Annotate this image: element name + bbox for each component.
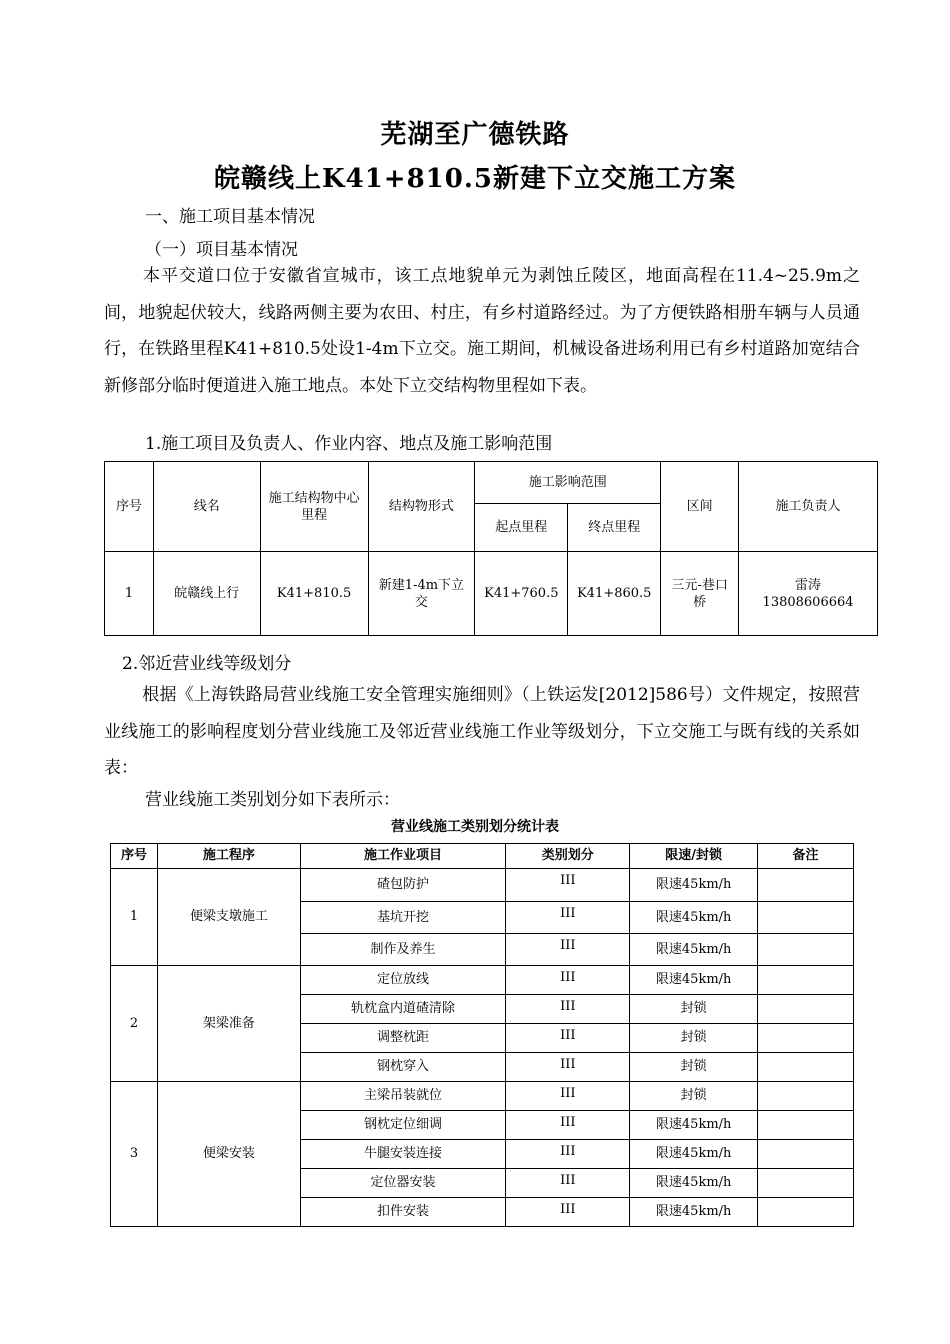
th-structure-form: 结构物形式 xyxy=(368,462,475,552)
category-cell: III xyxy=(506,1111,630,1140)
section2-text: 根据《上海铁路局营业线施工安全管理实施细则》（上铁运发[2012]586号）文件规定，按照营业线施工的影响程度划分营业线施工及邻近营业线施工作业等级划分，下立交施工与既有线的关系如表： xyxy=(104,685,860,778)
cell-structure-form: 新建1-4m下立交 xyxy=(368,552,475,636)
table2-header-row xyxy=(111,844,854,869)
th2-procedure: 施工程序 xyxy=(157,844,300,869)
category-cell: III xyxy=(506,902,630,934)
table-row xyxy=(111,1082,854,1111)
task-cell: 碴包防护 xyxy=(300,869,506,902)
remark-cell xyxy=(758,1140,854,1169)
group-seq: 3 xyxy=(111,1082,158,1227)
task-cell: 制作及养生 xyxy=(300,934,506,966)
task-cell: 定位放线 xyxy=(300,966,506,995)
remark-cell xyxy=(758,869,854,902)
category-cell: III xyxy=(506,1140,630,1169)
th2-remark: 备注 xyxy=(758,844,854,869)
category-cell: III xyxy=(506,1024,630,1053)
cell-line: 皖赣线上行 xyxy=(153,552,260,636)
th-center-mileage: 施工结构物中心里程 xyxy=(260,462,368,552)
cell-center-mileage: K41+810.5 xyxy=(260,552,368,636)
category-cell: III xyxy=(506,1198,630,1227)
section2-paragraph xyxy=(104,677,860,787)
document-title: 芜湖至广德铁路 xyxy=(380,120,570,150)
category-cell: III xyxy=(506,1169,630,1198)
th2-limit: 限速/封锁 xyxy=(630,844,758,869)
group-seq: 2 xyxy=(111,966,158,1082)
task-cell: 基坑开挖 xyxy=(300,902,506,934)
limit-cell: 限速45km/h xyxy=(630,966,758,995)
category-cell: III xyxy=(506,1053,630,1082)
remark-cell xyxy=(758,1169,854,1198)
category-cell: III xyxy=(506,995,630,1024)
th2-seq: 序号 xyxy=(111,844,158,869)
group-procedure: 便梁安装 xyxy=(157,1082,300,1227)
remark-cell xyxy=(758,1082,854,1111)
group-procedure: 架梁准备 xyxy=(157,966,300,1082)
cell-seq: 1 xyxy=(105,552,154,636)
remark-cell xyxy=(758,966,854,995)
category-cell: III xyxy=(506,869,630,902)
remark-cell xyxy=(758,1111,854,1140)
remark-cell xyxy=(758,1024,854,1053)
table-row xyxy=(105,552,878,636)
table-row xyxy=(111,869,854,902)
section1-subheading: （一）项目基本情况 xyxy=(145,240,298,260)
remark-cell xyxy=(758,1198,854,1227)
limit-cell: 封锁 xyxy=(630,1024,758,1053)
th-line: 线名 xyxy=(153,462,260,552)
task-cell: 钢枕穿入 xyxy=(300,1053,506,1082)
section2-heading: 2.邻近营业线等级划分 xyxy=(122,654,292,674)
task-cell: 扣件安装 xyxy=(300,1198,506,1227)
limit-cell: 限速45km/h xyxy=(630,934,758,966)
limit-cell: 限速45km/h xyxy=(630,1198,758,1227)
task-cell: 轨枕盒内道碴清除 xyxy=(300,995,506,1024)
group-procedure: 便梁支墩施工 xyxy=(157,869,300,966)
limit-cell: 限速45km/h xyxy=(630,1111,758,1140)
cell-start-mileage: K41+760.5 xyxy=(475,552,568,636)
remark-cell xyxy=(758,934,854,966)
document-subtitle: 皖赣线上K41+810.5新建下立交施工方案 xyxy=(214,164,736,194)
table2-lead: 营业线施工类别划分如下表所示： xyxy=(145,790,400,810)
limit-cell: 封锁 xyxy=(630,995,758,1024)
limit-cell: 限速45km/h xyxy=(630,1169,758,1198)
task-cell: 定位器安装 xyxy=(300,1169,506,1198)
limit-cell: 限速45km/h xyxy=(630,902,758,934)
remark-cell xyxy=(758,995,854,1024)
task-cell: 调整枕距 xyxy=(300,1024,506,1053)
task-cell: 钢枕定位细调 xyxy=(300,1111,506,1140)
th-end-mileage: 终点里程 xyxy=(568,504,661,552)
remark-cell xyxy=(758,902,854,934)
section1-heading: 一、施工项目基本情况 xyxy=(145,207,315,227)
th-responsible: 施工负责人 xyxy=(739,462,878,552)
task-cell: 牛腿安装连接 xyxy=(300,1140,506,1169)
project-info-table xyxy=(104,461,878,636)
project-overview-text: 本平交道口位于安徽省宣城市，该工点地貌单元为剥蚀丘陵区，地面高程在11.4~25.9m之间，地貌起伏较大，线路两侧主要为农田、村庄，有乡村道路经过。为了方便铁路相册车辆与人员通行，在铁路里程K41+810.5处设1-4m下立交。施工期间，机械设备进场利用已有乡村道路加宽结合新修部分临时便道进入施工地点。本处下立交结构物里程如下表。 xyxy=(104,266,860,396)
table1-header-row xyxy=(105,462,878,504)
project-overview-paragraph xyxy=(104,258,860,404)
th-impact-range: 施工影响范围 xyxy=(475,462,661,504)
limit-cell: 封锁 xyxy=(630,1053,758,1082)
th-section: 区间 xyxy=(661,462,739,552)
limit-cell: 封锁 xyxy=(630,1082,758,1111)
th-seq: 序号 xyxy=(105,462,154,552)
task-cell: 主梁吊装就位 xyxy=(300,1082,506,1111)
th2-task: 施工作业项目 xyxy=(300,844,506,869)
th2-category: 类别划分 xyxy=(506,844,630,869)
table-row xyxy=(111,966,854,995)
construction-category-table xyxy=(110,843,854,1227)
category-cell: III xyxy=(506,1082,630,1111)
limit-cell: 限速45km/h xyxy=(630,1140,758,1169)
category-cell: III xyxy=(506,934,630,966)
group-seq: 1 xyxy=(111,869,158,966)
responsible-name: 雷涛 xyxy=(795,577,822,593)
item1-heading: 1.施工项目及负责人、作业内容、地点及施工影响范围 xyxy=(145,434,553,454)
cell-end-mileage: K41+860.5 xyxy=(568,552,661,636)
table2-caption: 营业线施工类别划分统计表 xyxy=(391,819,559,835)
category-cell: III xyxy=(506,966,630,995)
limit-cell: 限速45km/h xyxy=(630,869,758,902)
th-start-mileage: 起点里程 xyxy=(475,504,568,552)
responsible-phone: 13808606664 xyxy=(762,594,854,610)
remark-cell xyxy=(758,1053,854,1082)
cell-section: 三元-巷口桥 xyxy=(661,552,739,636)
cell-responsible xyxy=(739,552,878,636)
